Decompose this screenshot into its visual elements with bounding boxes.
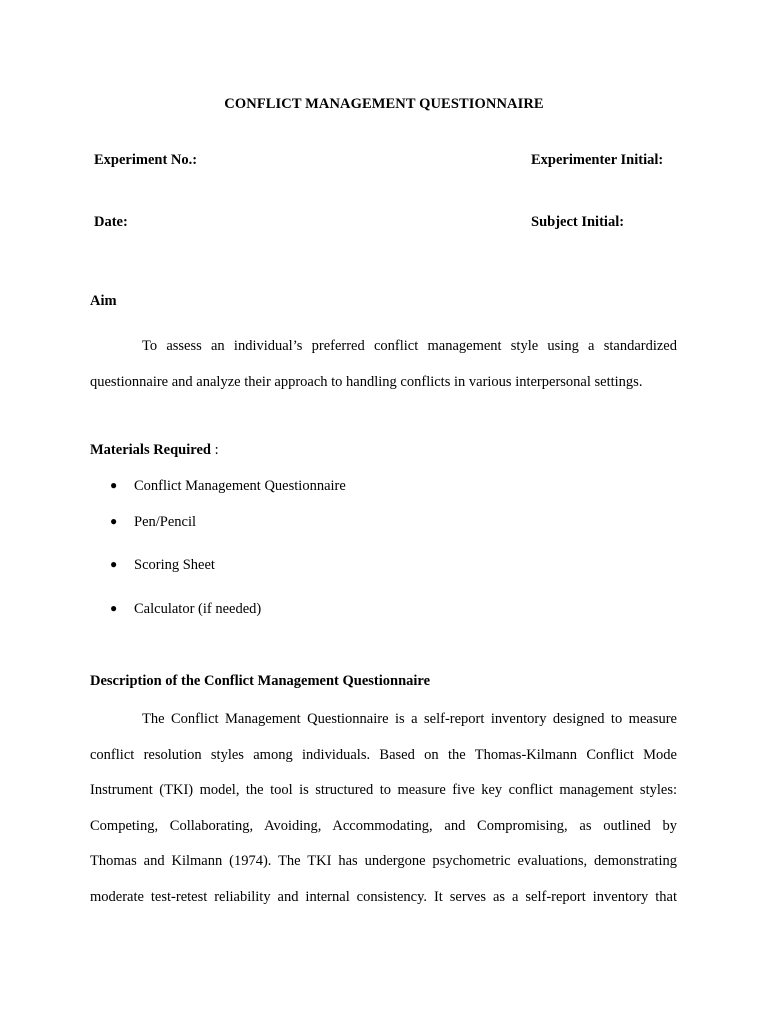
description-heading: Description of the Conflict Management Questionnaire (90, 673, 431, 689)
date-label: Date: (94, 214, 128, 230)
aim-heading: Aim (90, 293, 117, 309)
materials-heading-text: Materials Required (90, 442, 211, 458)
list-item (110, 557, 215, 574)
bullet-icon: ● (110, 601, 118, 615)
aim-line: To assess an individual’s preferred conflict management style using a standardized (142, 338, 677, 354)
description-line: Thomas and Kilmann (1974). The TKI has undergone psychometric evaluations, demonstrating (90, 853, 677, 869)
description-line: Competing, Collaborating, Avoiding, Accommodating, and Compromising, as outlined by (90, 817, 677, 834)
bullet-icon: ● (110, 557, 118, 571)
bullet-icon: ● (110, 514, 118, 528)
experiment-no-label: Experiment No.: (94, 152, 198, 168)
description-line: The Conflict Management Questionnaire is a self-report inventory designed to measure (142, 711, 677, 727)
list-item-text: Conflict Management Questionnaire (134, 478, 346, 494)
bullet-icon: ● (110, 478, 118, 492)
list-item-text: Scoring Sheet (134, 557, 215, 573)
materials-heading-colon: : (210, 442, 219, 458)
list-item (110, 514, 196, 531)
list-item (110, 478, 346, 495)
subject-initial-label: Subject Initial: (531, 214, 625, 230)
list-item-text: Pen/Pencil (134, 514, 197, 530)
description-line: moderate test-retest reliability and internal consistency. It serves as a self-report inventory that (90, 888, 677, 905)
description-paragraph (90, 709, 677, 922)
aim-line: questionnaire and analyze their approach to handling conflicts in various interpersonal settings. (90, 373, 643, 390)
description-line: Instrument (TKI) model, the tool is structured to measure five key conflict management styles: (90, 782, 677, 798)
list-item-text: Calculator (if needed) (134, 601, 262, 617)
description-line: conflict resolution styles among individuals. Based on the Thomas-Kilmann Conflict Mode (90, 746, 677, 763)
list-item (110, 601, 261, 618)
materials-heading (90, 442, 219, 459)
experimenter-initial-label: Experimenter Initial: (531, 152, 664, 168)
aim-paragraph (90, 336, 677, 407)
document-title: CONFLICT MANAGEMENT QUESTIONNAIRE (224, 96, 544, 112)
